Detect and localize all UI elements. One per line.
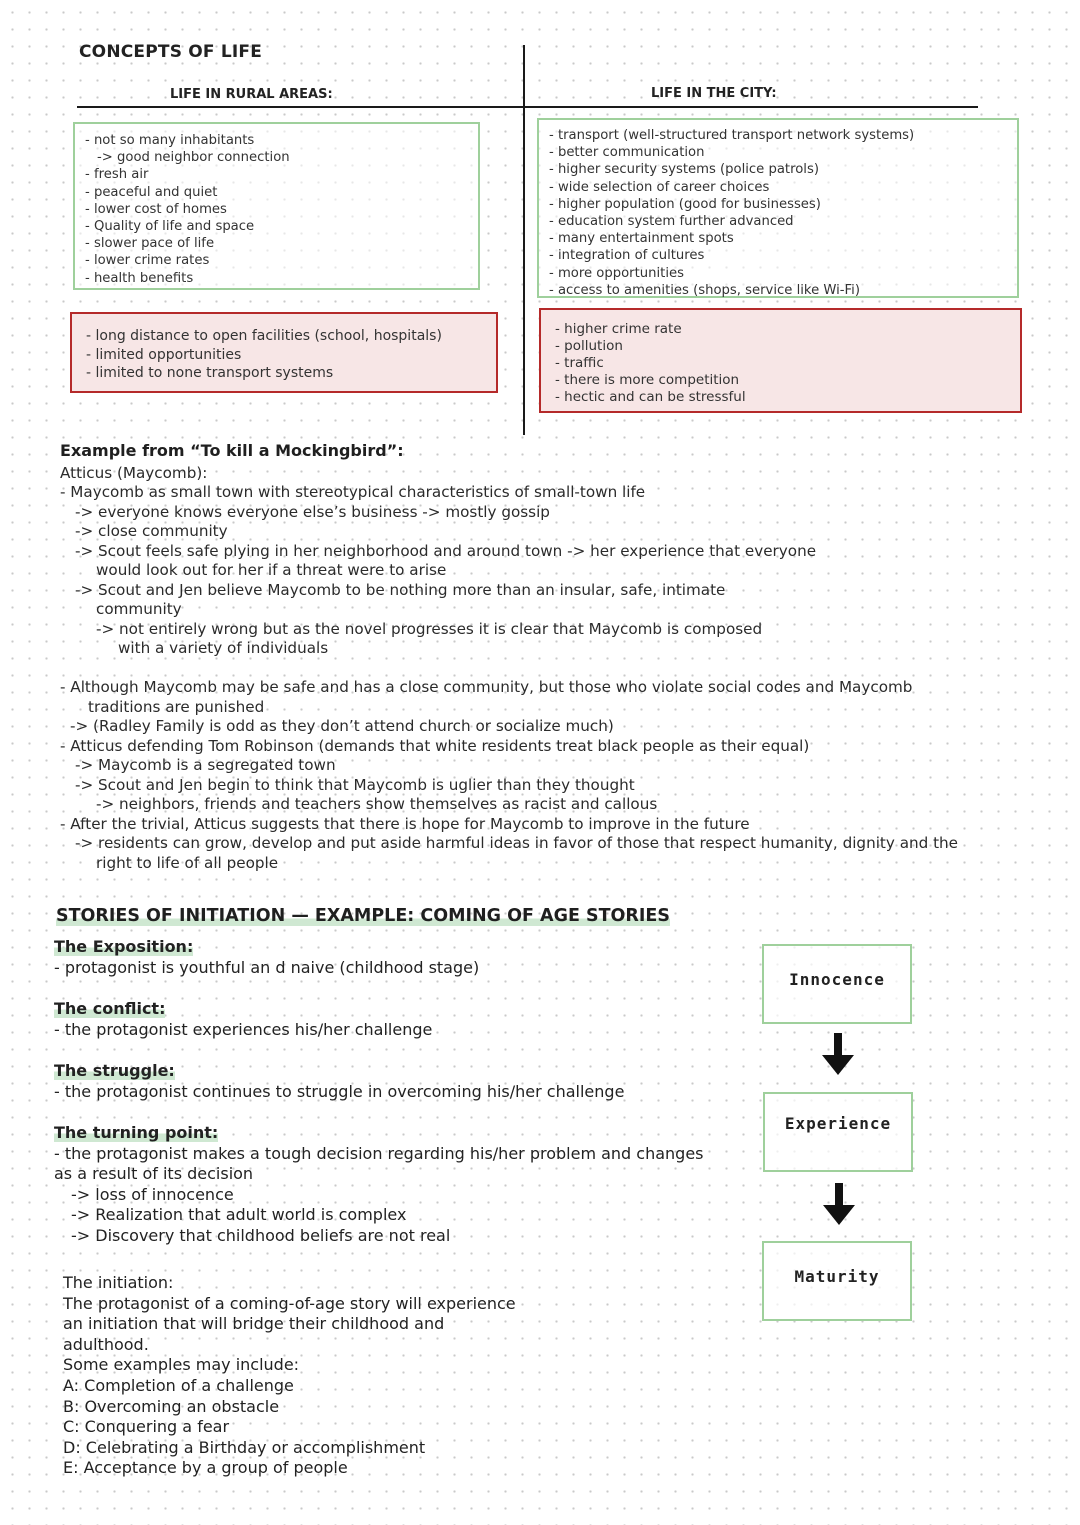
list-item: - there is more competition	[555, 372, 740, 388]
list-item: -> (Radley Family is odd as they don’t attend church or socialize much)	[70, 717, 614, 735]
turning-title: The turning point:	[54, 1123, 219, 1142]
initiation-heading: STORIES OF INITIATION — EXAMPLE: COMING OF AGE STORIES	[56, 906, 670, 926]
list-item: - integration of cultures	[549, 248, 705, 264]
struggle-block	[54, 1061, 624, 1102]
struggle-text: - the protagonist continues to struggle in overcoming his/her challenge	[54, 1081, 625, 1101]
list-item: -> Scout feels safe plying in her neighborhood and around town -> her experience that everyone	[75, 541, 817, 560]
list-item: - long distance to open facilities (school, hospitals)	[86, 328, 442, 344]
list-item: - not so many inhabitants	[85, 133, 255, 148]
list-item: - health benefits	[85, 270, 194, 286]
list-item: -> Maycomb is a segregated town	[75, 756, 336, 774]
list-item: - wide selection of career choices	[549, 179, 770, 195]
example-heading: Example from “To kill a Mockingbird”:	[60, 441, 404, 460]
rural-pros-box	[73, 122, 480, 290]
table-divider-vertical	[523, 45, 525, 435]
list-item: -> Scout and Jen begin to think that Maycomb is uglier than they thought	[75, 775, 635, 794]
city-pros-box	[537, 118, 1019, 298]
list-item: Atticus (Maycomb):	[60, 463, 208, 482]
list-item: with a variety of individuals	[118, 639, 329, 657]
list-item: -> loss of innocence	[71, 1184, 234, 1204]
list-item: - peaceful and quiet	[85, 184, 218, 200]
initiation-block	[63, 1273, 516, 1479]
list-item: - limited opportunities	[86, 346, 242, 363]
exposition-block	[54, 937, 479, 978]
list-item: E: Acceptance by a group of people	[63, 1458, 348, 1478]
list-item: -> close community	[75, 522, 228, 540]
page-title: CONCEPTS OF LIFE	[79, 42, 263, 62]
flow-box-maturity: Maturity	[762, 1241, 912, 1321]
list-item: - Although Maycomb may be safe and has a close community, but those who violate social codes and Maycomb	[60, 678, 913, 696]
conflict-text: - the protagonist experiences his/her challenge	[54, 1019, 433, 1039]
arrow-down-icon	[820, 1033, 856, 1077]
list-item: -> not entirely wrong but as the novel progresses it is clear that Maycomb is composed	[96, 619, 763, 638]
list-item: - higher population (good for businesses)	[549, 196, 821, 212]
list-item: - higher crime rate	[555, 321, 682, 337]
list-item: - better communication	[549, 145, 705, 161]
initiation-title: The initiation:	[63, 1273, 174, 1292]
list-item: - many entertainment spots	[549, 231, 734, 247]
list-item: B: Overcoming an obstacle	[63, 1396, 280, 1416]
list-item: - the protagonist makes a tough decision regarding his/her problem and changes	[54, 1143, 704, 1163]
list-item: - Atticus defending Tom Robinson (demands that white residents treat black people as their equal)	[60, 736, 810, 755]
list-item: - Maycomb as small town with stereotypical characteristics of small-town life	[60, 483, 646, 501]
turning-point-block	[54, 1123, 704, 1247]
list-item: - traffic	[555, 355, 604, 371]
list-item: - After the trivial, Atticus suggests that there is hope for Maycomb to improve in the future	[60, 814, 750, 833]
city-cons-box	[539, 308, 1022, 413]
list-item: Some examples may include:	[63, 1355, 300, 1375]
example-section	[60, 441, 1050, 873]
arrow-down-icon	[821, 1183, 857, 1227]
list-item: -> Discovery that childhood beliefs are not real	[71, 1225, 451, 1245]
exposition-text: - protagonist is youthful an d naive (childhood stage)	[54, 957, 480, 977]
list-item: -> everyone knows everyone else’s business -> mostly gossip	[75, 502, 550, 521]
flow-box-experience: Experience	[763, 1092, 913, 1172]
rural-cons-box	[70, 312, 498, 393]
list-item: - pollution	[555, 338, 623, 354]
rural-heading: LIFE IN RURAL AREAS:	[170, 87, 333, 102]
list-item: community	[96, 600, 182, 618]
list-item: -> Scout and Jen believe Maycomb to be nothing more than an insular, safe, intimate	[75, 580, 726, 599]
list-item: - lower cost of homes	[85, 201, 227, 217]
list-item: adulthood.	[63, 1334, 149, 1354]
list-item: - fresh air	[85, 167, 149, 183]
exposition-title: The Exposition:	[54, 937, 194, 956]
list-item: - Quality of life and space	[85, 219, 255, 235]
list-item: -> neighbors, friends and teachers show themselves as racist and callous	[96, 795, 658, 813]
list-item: an initiation that will bridge their childhood and	[63, 1314, 445, 1334]
list-item: A: Completion of a challenge	[63, 1375, 294, 1395]
list-item: - higher security systems (police patrols)	[549, 162, 819, 178]
list-item: right to life of all people	[96, 853, 279, 872]
list-item: would look out for her if a threat were to arise	[96, 561, 447, 579]
list-item: as a result of its decision	[54, 1164, 254, 1184]
list-item: -> good neighbor connection	[97, 150, 290, 166]
list-item: - lower crime rates	[85, 253, 210, 269]
list-item: - slower pace of life	[85, 236, 215, 252]
list-item: C: Conquering a fear	[63, 1417, 230, 1437]
conflict-block	[54, 999, 432, 1040]
list-item: traditions are punished	[88, 697, 265, 716]
list-item: - access to amenities (shops, service like Wi-Fi)	[549, 282, 860, 298]
list-item: - limited to none transport systems	[86, 365, 334, 381]
conflict-title: The conflict:	[54, 999, 166, 1018]
table-divider-horizontal	[77, 106, 978, 108]
list-item: -> residents can grow, develop and put aside harmful ideas in favor of those that respect humanity, dignity and the	[75, 834, 959, 852]
list-item: D: Celebrating a Birthday or accomplishment	[63, 1437, 426, 1457]
list-item: -> Realization that adult world is complex	[71, 1205, 407, 1225]
list-item: - more opportunities	[549, 265, 684, 281]
list-item: - education system further advanced	[549, 214, 794, 230]
city-heading: LIFE IN THE CITY:	[651, 86, 777, 101]
list-item: - hectic and can be stressful	[555, 389, 746, 405]
struggle-title: The struggle:	[54, 1061, 175, 1080]
list-item: The protagonist of a coming-of-age story will experience	[63, 1293, 516, 1313]
list-item: - transport (well-structured transport network systems)	[549, 128, 915, 143]
flow-box-innocence: Innocence	[762, 944, 912, 1024]
